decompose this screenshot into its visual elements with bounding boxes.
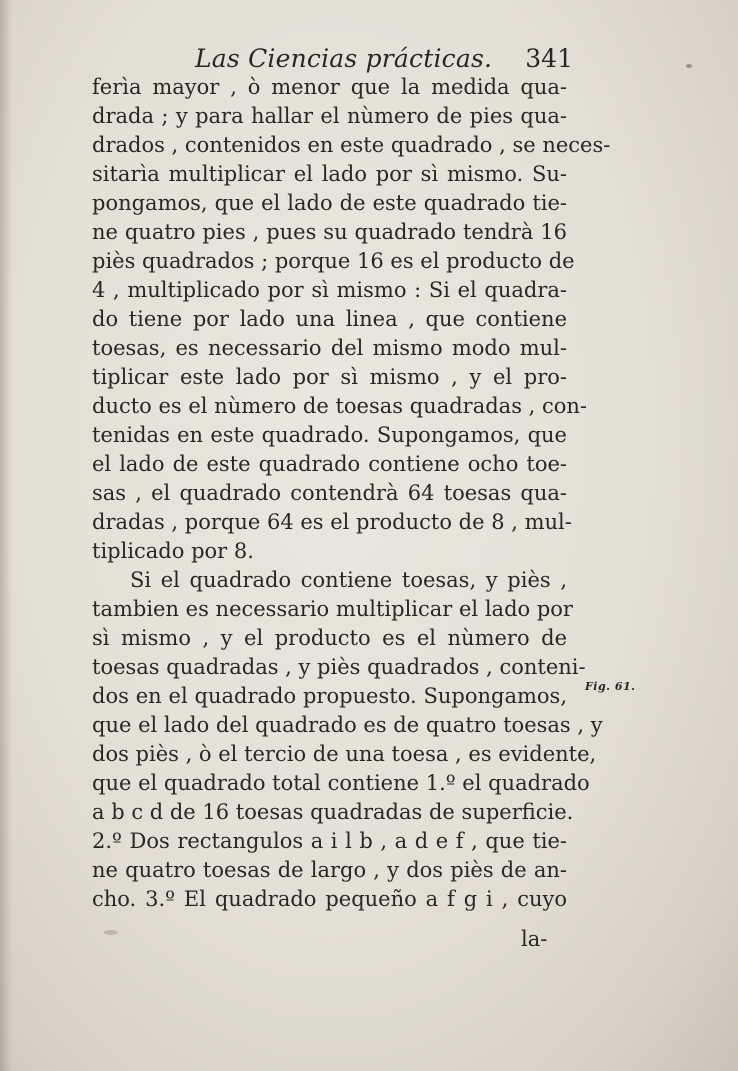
text-line: sitarìa multiplicar el lado por sì mismo. Su- [92,162,567,186]
text-line: sas , el quadrado contendrà 64 toesas qua- [92,481,567,505]
text-line: toesas quadradas , y piès quadrados , conteni- [92,655,586,679]
paragraph-last-line: tiplicado por 8. [92,539,254,563]
text-line: piès quadrados ; porque 16 es el producto de [92,249,575,273]
paragraph-first-line: Si el quadrado contiene toesas, y piès , [130,568,567,592]
text-line: sì mismo , y el producto es el nùmero de [92,626,567,650]
text-line: do tiene por lado una linea , que contiene [92,307,567,331]
text-line: cho. 3.º El quadrado pequeño a f g i , cuyo [92,887,567,911]
text-line: el lado de este quadrado contiene ocho toe- [92,452,567,476]
text-line: dos piès , ò el tercio de una toesa , es evidente, [92,742,597,766]
page-edge-shadow [0,0,12,1071]
text-line: ferìa mayor , ò menor que la medida qua- [92,75,567,99]
catchword: la- [521,927,548,951]
text-line: toesas, es necessario del mismo modo mul- [92,336,567,360]
text-line: drados , contenidos en este quadrado , se neces- [92,133,611,157]
text-line: ducto es el nùmero de toesas quadradas , con- [92,394,588,418]
running-title: Las Ciencias prácticas. [195,44,493,73]
text-line: dos en el quadrado propuesto. Supongamos, [92,684,567,708]
text-line: tiplicar este lado por sì mismo , y el pro- [92,365,567,389]
text-line: 2.º Dos rectangulos a i l b , a d e f , que tie- [92,829,567,853]
text-line: ne quatro toesas de largo , y dos piès de an- [92,858,567,882]
text-line: que el lado del quadrado es de quatro toesas , y [92,713,603,737]
text-line: drada ; y para hallar el nùmero de pies qua- [92,104,567,128]
text-line: ne quatro pies , pues su quadrado tendrà 16 [92,220,567,244]
figure-margin-note: Fig. 61. [585,680,636,693]
ink-speck [686,64,692,68]
text-line: tambien es necessario multiplicar el lado por [92,597,573,621]
page-number: 341 [525,44,573,73]
text-line: dradas , porque 64 es el producto de 8 , mul- [92,510,572,534]
text-line: 4 , multiplicado por sì mismo : Si el quadra- [92,278,567,302]
text-line: a b c d de 16 toesas quadradas de superficie. [92,800,574,824]
ink-speck [104,930,118,935]
text-line: que el quadrado total contiene 1.º el quadrado [92,771,590,795]
text-line: pongamos, que el lado de este quadrado tie- [92,191,567,215]
text-line: tenidas en este quadrado. Supongamos, que [92,423,567,447]
